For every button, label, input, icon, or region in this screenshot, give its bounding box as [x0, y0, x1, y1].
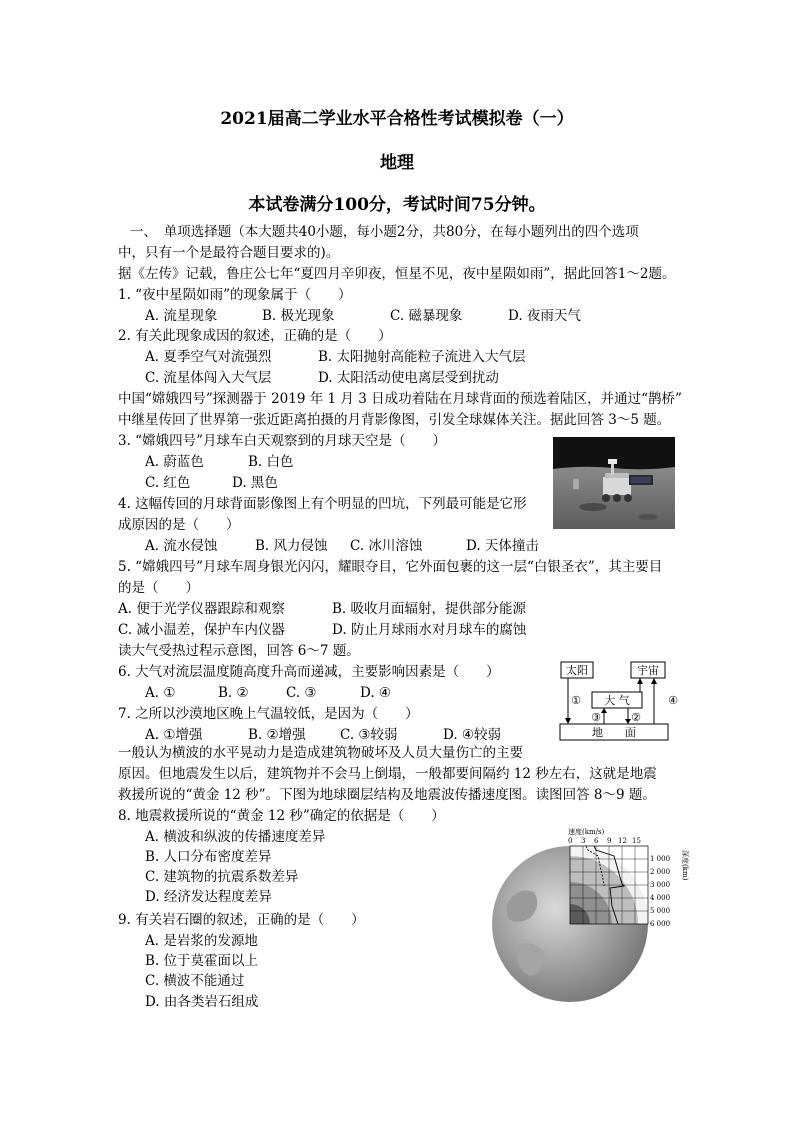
q3-option-b[interactable]: B. 白色 — [248, 454, 294, 470]
q5-option-b[interactable]: B. 吸收月面辐射，提供部分能源 — [332, 601, 527, 617]
label-1: ① — [571, 694, 581, 707]
speed-tick-12: 12 — [618, 837, 627, 845]
label-3: ③ — [591, 711, 601, 724]
sun-label: 太阳 — [566, 664, 588, 677]
q2-option-c[interactable]: C. 流星体闯入大气层 — [145, 370, 272, 386]
q1-option-b[interactable]: B. 极光现象 — [262, 308, 335, 324]
passage-2-line1: 中国“嫦娥四号”探测器于 2019 年 1 月 3 日成功着陆在月球背面的预选着陆区，并通过“鹊桥” — [118, 391, 682, 407]
q3-stem: 3. “嫦娥四号”月球车白天观察到的月球天空是（ ） — [118, 433, 446, 449]
space-label: 宇宙 — [637, 664, 659, 677]
q3-option-a[interactable]: A. 蔚蓝色 — [145, 454, 204, 470]
moon-photo-icon — [553, 437, 675, 529]
q8-option-c[interactable]: C. 建筑物的抗震系数差异 — [145, 869, 299, 885]
ground-label: 地 面 — [592, 726, 636, 739]
depth-tick-4000: 4 000 — [650, 894, 671, 902]
q8-stem: 8. 地震救援所说的“黄金 12 秒”确定的依据是（ ） — [118, 808, 445, 824]
speed-tick-0: 0 — [568, 837, 573, 845]
q3-option-c[interactable]: C. 红色 — [145, 475, 191, 491]
q3-option-d[interactable]: D. 黑色 — [232, 475, 278, 491]
q9-option-a[interactable]: A. 是岩浆的发源地 — [145, 933, 258, 949]
q4-option-d[interactable]: D. 天体撞击 — [466, 538, 539, 554]
q7-option-a[interactable]: A. ①增强 — [145, 727, 203, 743]
q6-stem: 6. 大气对流层温度随高度升高而递减，主要影响因素是（ ） — [118, 664, 500, 680]
atmosphere-label: 大 气 — [604, 694, 630, 707]
q6-option-a[interactable]: A. ① — [145, 685, 176, 701]
q4-option-a[interactable]: A. 流水侵蚀 — [145, 538, 218, 554]
speed-tick-15: 15 — [632, 837, 641, 845]
speed-tick-6: 6 — [594, 837, 599, 845]
passage-2-line2: 中继星传回了世界第一张近距离拍摄的月背影像图，引发全球媒体关注。据此回答 3～5 题。 — [118, 412, 671, 428]
speed-tick-9: 9 — [607, 837, 612, 845]
exam-title: 2021届高二学业水平合格性考试模拟卷（一） — [220, 109, 574, 129]
passage-4-line3: 救援所说的“黄金 12 秒”。下图为地球圈层结构及地震波传播速度图。读图回答 8～9 题。 — [118, 787, 656, 803]
depth-tick-5000: 5 000 — [650, 907, 671, 915]
q8-option-b[interactable]: B. 人口分布密度差异 — [145, 849, 272, 865]
q8-option-a[interactable]: A. 横波和纵波的传播速度差异 — [145, 829, 326, 845]
q5-stem-line1: 5. “嫦娥四号”月球车周身银光闪闪，耀眼夺目，它外面包裹的这一层“白银圣衣”，其主要目 — [118, 559, 663, 575]
q6-option-c[interactable]: C. ③ — [286, 685, 317, 701]
q5-stem-line2: 的是（ ） — [118, 580, 199, 596]
passage-4-line2: 原因。但地震发生以后，建筑物并不会马上倒塌，一般都要间隔约 12 秒左右，这就是地震 — [118, 766, 657, 782]
q5-option-c[interactable]: C. 减小温差，保护车内仪器 — [118, 622, 285, 638]
q1-stem: 1. “夜中星陨如雨”的现象属于（ ） — [118, 287, 352, 303]
q9-stem: 9. 有关岩石圈的叙述，正确的是（ ） — [118, 912, 365, 928]
q2-option-d[interactable]: D. 太阳活动使电离层受到扰动 — [318, 370, 499, 386]
q9-option-d[interactable]: D. 由各类岩石组成 — [145, 994, 259, 1010]
q6-option-d[interactable]: D. ④ — [360, 685, 392, 701]
q6-option-b[interactable]: B. ② — [218, 685, 249, 701]
q1-option-d[interactable]: D. 夜雨天气 — [508, 308, 581, 324]
label-4: ④ — [668, 694, 678, 707]
depth-tick-1000: 1 000 — [650, 855, 671, 863]
speed-axis-label: 速度(km/s) — [568, 828, 605, 836]
lunar-rover-photo — [553, 437, 675, 529]
q7-option-c[interactable]: C. ③较弱 — [340, 727, 398, 743]
earth-cross-section-diagram — [486, 826, 690, 1002]
section-heading-cont: 中，只有一个是最符合题目要求的)。 — [118, 245, 340, 261]
q4-stem-line2: 成原因的是（ ） — [118, 517, 240, 533]
q7-option-d[interactable]: D. ④较弱 — [443, 727, 502, 743]
q7-option-b[interactable]: B. ②增强 — [248, 727, 306, 743]
q2-stem: 2. 有关此现象成因的叙述，正确的是（ ） — [118, 328, 392, 344]
q9-option-c[interactable]: C. 横波不能通过 — [145, 973, 245, 989]
q1-option-a[interactable]: A. 流星现象 — [145, 308, 218, 324]
section-heading: 一、 单项选择题（本大题共40小题，每小题2分，共80分，在每小题列出的四个选项 — [130, 224, 639, 240]
label-2: ② — [631, 711, 641, 724]
q7-stem: 7. 之所以沙漠地区晚上气温较低，是因为（ ） — [118, 706, 419, 722]
q5-option-a[interactable]: A. 便于光学仪器跟踪和观察 — [118, 601, 285, 617]
depth-tick-6000: 6 000 — [650, 920, 671, 928]
depth-tick-2000: 2 000 — [650, 868, 671, 876]
q8-option-d[interactable]: D. 经济发达程度差异 — [145, 889, 272, 905]
passage-4-line1: 一般认为横波的水平晃动力是造成建筑物破坏及人员大量伤亡的主要 — [118, 745, 523, 761]
q2-option-b[interactable]: B. 太阳抛射高能粒子流进入大气层 — [318, 349, 526, 365]
q4-option-b[interactable]: B. 风力侵蚀 — [255, 538, 328, 554]
depth-tick-3000: 3 000 — [650, 881, 671, 889]
q4-stem-line1: 4. 这幅传回的月球背面影像图上有个明显的凹坑，下列最可能是它形 — [118, 496, 527, 512]
q1-option-c[interactable]: C. 磁暴现象 — [390, 308, 463, 324]
passage-3: 读大气受热过程示意图，回答 6～7 题。 — [118, 643, 360, 659]
exam-note: 本试卷满分100分，考试时间75分钟。 — [248, 195, 546, 215]
q4-option-c[interactable]: C. 冰川溶蚀 — [350, 538, 423, 554]
q2-option-a[interactable]: A. 夏季空气对流强烈 — [145, 349, 272, 365]
q5-option-d[interactable]: D. 防止月球雨水对月球车的腐蚀 — [332, 622, 527, 638]
depth-axis-label: 深度(km) — [681, 850, 689, 881]
passage-1: 据《左传》记载，鲁庄公七年“夏四月辛卯夜，恒星不见，夜中星陨如雨”，据此回答1～2题。 — [118, 266, 676, 282]
atmosphere-heating-diagram — [556, 660, 686, 746]
subject-title: 地理 — [380, 153, 414, 173]
q9-option-b[interactable]: B. 位于莫霍面以上 — [145, 953, 259, 969]
speed-tick-3: 3 — [581, 837, 586, 845]
